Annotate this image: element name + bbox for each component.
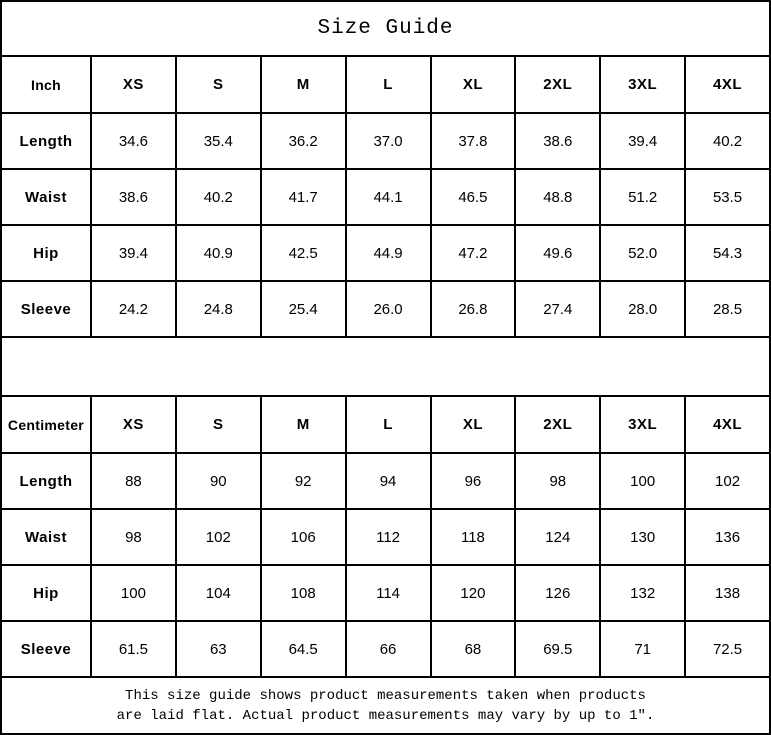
measurement-value: 102 [685,453,770,509]
measurement-label: Length [1,453,91,509]
measurement-value: 34.6 [91,113,176,169]
measurement-value: 41.7 [261,169,346,225]
measurement-value: 37.0 [346,113,431,169]
measurement-value: 120 [431,565,516,621]
measurement-row [1,169,770,225]
measurement-value: 27.4 [515,281,600,337]
measurement-value: 40.9 [176,225,261,281]
measurement-row [1,113,770,169]
measurement-value: 44.9 [346,225,431,281]
size-header-row [1,396,770,453]
size-column-header: 2XL [515,56,600,113]
measurement-value: 42.5 [261,225,346,281]
size-column-header: 3XL [600,396,685,453]
measurement-value: 28.5 [685,281,770,337]
measurement-value: 28.0 [600,281,685,337]
measurement-value: 25.4 [261,281,346,337]
measurement-row [1,281,770,337]
measurement-value: 24.2 [91,281,176,337]
measurement-value: 63 [176,621,261,677]
measurement-value: 39.4 [600,113,685,169]
measurement-value: 44.1 [346,169,431,225]
measurement-value: 48.8 [515,169,600,225]
size-column-header: XS [91,56,176,113]
footer-note-line-2: are laid flat. Actual product measurements may vary by up to 1″. [116,707,655,724]
size-column-header: L [346,396,431,453]
size-column-header: M [261,396,346,453]
measurement-value: 26.8 [431,281,516,337]
size-column-header: S [176,396,261,453]
measurement-value: 38.6 [91,169,176,225]
size-column-header: 4XL [685,56,770,113]
measurement-row [1,509,770,565]
unit-label: Inch [1,56,91,113]
measurement-value: 68 [431,621,516,677]
measurement-value: 94 [346,453,431,509]
measurement-row [1,453,770,509]
measurement-value: 118 [431,509,516,565]
measurement-row [1,225,770,281]
measurement-label: Length [1,113,91,169]
measurement-value: 64.5 [261,621,346,677]
measurement-value: 24.8 [176,281,261,337]
measurement-value: 52.0 [600,225,685,281]
measurement-value: 26.0 [346,281,431,337]
measurement-value: 46.5 [431,169,516,225]
inch-table-body [1,56,770,337]
unit-label: Centimeter [1,396,91,453]
measurement-value: 36.2 [261,113,346,169]
measurement-value: 49.6 [515,225,600,281]
measurement-value: 124 [515,509,600,565]
measurement-value: 54.3 [685,225,770,281]
size-column-header: XS [91,396,176,453]
measurement-row [1,565,770,621]
size-column-header: XL [431,396,516,453]
size-column-header: L [346,56,431,113]
measurement-value: 130 [600,509,685,565]
measurement-value: 126 [515,565,600,621]
page-title: Size Guide [1,1,770,56]
measurement-value: 69.5 [515,621,600,677]
spacer-cell [1,337,770,396]
size-column-header: 3XL [600,56,685,113]
measurement-value: 104 [176,565,261,621]
footer-note-line-1: This size guide shows product measurements taken when products [125,687,646,704]
measurement-value: 51.2 [600,169,685,225]
measurement-value: 114 [346,565,431,621]
measurement-value: 40.2 [685,113,770,169]
size-header-row [1,56,770,113]
measurement-value: 138 [685,565,770,621]
centimeter-table-body [1,396,770,677]
measurement-value: 88 [91,453,176,509]
measurement-value: 92 [261,453,346,509]
measurement-value: 53.5 [685,169,770,225]
footer-note [1,677,770,734]
spacer-row [1,337,770,396]
measurement-value: 108 [261,565,346,621]
measurement-value: 98 [515,453,600,509]
measurement-value: 98 [91,509,176,565]
measurement-value: 100 [600,453,685,509]
measurement-value: 90 [176,453,261,509]
measurement-value: 66 [346,621,431,677]
footer-row [1,677,770,734]
measurement-value: 71 [600,621,685,677]
measurement-value: 112 [346,509,431,565]
measurement-value: 100 [91,565,176,621]
measurement-label: Waist [1,169,91,225]
measurement-label: Sleeve [1,621,91,677]
measurement-value: 37.8 [431,113,516,169]
measurement-value: 96 [431,453,516,509]
size-column-header: S [176,56,261,113]
measurement-value: 72.5 [685,621,770,677]
measurement-value: 102 [176,509,261,565]
measurement-value: 39.4 [91,225,176,281]
size-column-header: 4XL [685,396,770,453]
measurement-label: Hip [1,225,91,281]
measurement-value: 35.4 [176,113,261,169]
measurement-label: Sleeve [1,281,91,337]
measurement-label: Hip [1,565,91,621]
size-column-header: XL [431,56,516,113]
title-row [1,1,770,56]
measurement-value: 136 [685,509,770,565]
size-column-header: M [261,56,346,113]
measurement-value: 106 [261,509,346,565]
measurement-value: 40.2 [176,169,261,225]
measurement-label: Waist [1,509,91,565]
measurement-value: 132 [600,565,685,621]
measurement-value: 38.6 [515,113,600,169]
measurement-row [1,621,770,677]
measurement-value: 47.2 [431,225,516,281]
measurement-value: 61.5 [91,621,176,677]
size-column-header: 2XL [515,396,600,453]
